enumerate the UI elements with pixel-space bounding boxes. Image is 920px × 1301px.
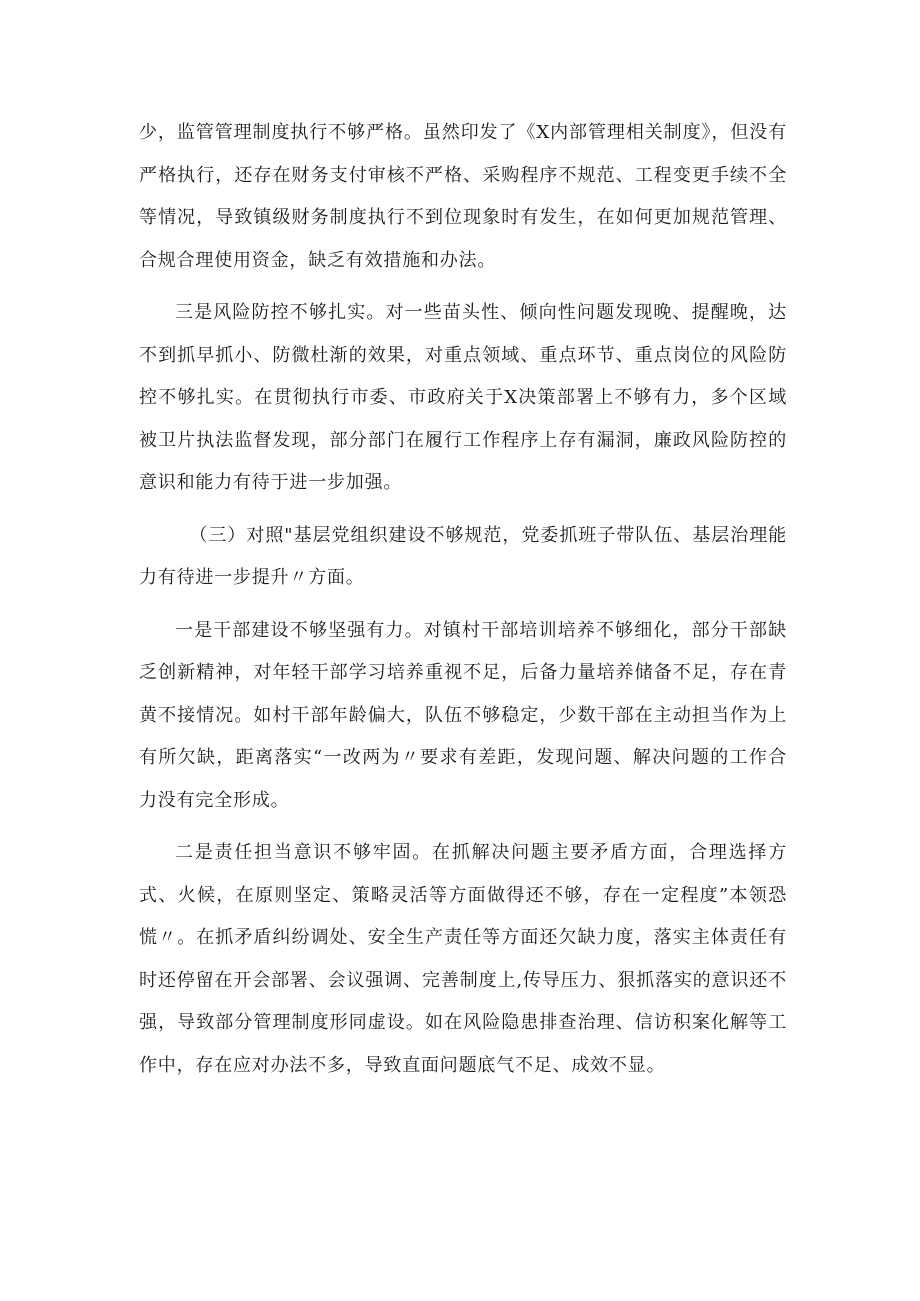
paragraph-cadre-building: 一是干部建设不够坚强有力。对镇村干部培训培养不够细化，部分干部缺乏创新精神，对年轻干部学习培养重视不足，后备力量培养储备不足，存在青黄不接情况。如村干部年龄偏大，队伍不够稳定，少数干部在主动担当作为上有所欠缺，距离落实“一改两为〃要求有差距，发现问题、解决问题的工作合力没有完全形成。 (139, 619, 787, 811)
document-page (139, 112, 787, 1087)
paragraph-risk-control: 三是风险防控不够扎实。对一些苗头性、倾向性问题发现晚、提醒晚，达不到抓早抓小、防微杜渐的效果，对重点领域、重点环节、重点岗位的风险防控不够扎实。在贯彻执行市委、市政府关于X决策部署上不够有力，多个区域被卫片执法监督发现，部分部门在履行工作程序上存有漏洞，廉政风险防控的意识和能力有待于进一步加强。 (139, 302, 787, 493)
paragraph-responsibility: 二是责任担当意识不够牢固。在抓解决问题主要矛盾方面，合理选择方式、火候，在原则坚定、策略灵活等方面做得还不够，存在一定程度”本领恐慌〃。在抓矛盾纠纷调处、安全生产责任等方面还欠缺力度，落实主体责任有时还停留在开会部署、会议强调、完善制度上,传导压力、狠抓落实的意识还不强，导致部分管理制度形同虚设。如在风险隐患排查治理、信访积案化解等工作中，存在应对办法不多，导致直面问题底气不足、成效不显。 (139, 842, 787, 1076)
paragraph-continuation: 少，监管管理制度执行不够严格。虽然印发了《X内部管理相关制度》，但没有严格执行，还存在财务支付审核不严格、采购程序不规范、工程变更手续不全等情况，导致镇级财务制度执行不到位现象时有发生，在如何更加规范管理、合规合理使用资金，缺乏有效措施和办法。 (139, 122, 787, 271)
section-heading-three: （三）对照"基层党组织建设不够规范，党委抓班子带队伍、基层治理能力有待进一步提升〃方面。 (139, 524, 787, 588)
